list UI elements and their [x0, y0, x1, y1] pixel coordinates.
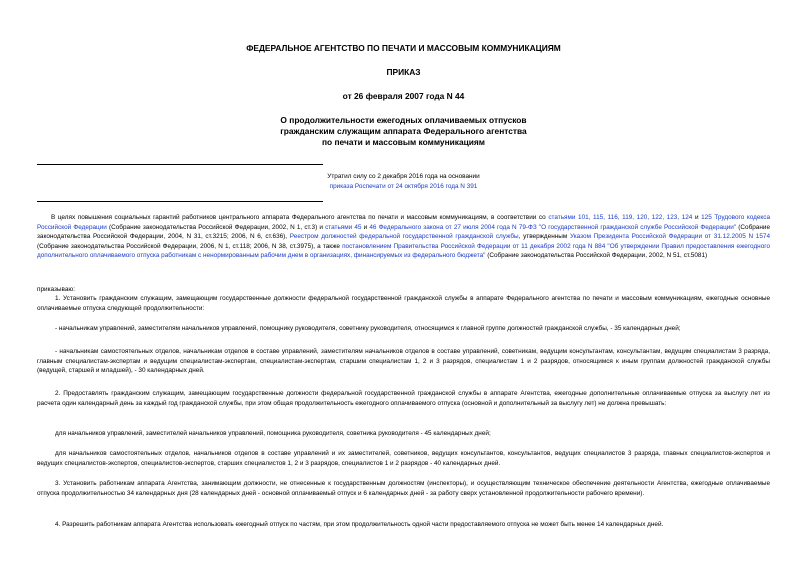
- title-line: гражданским служащим аппарата Федерального агентства: [280, 126, 527, 136]
- preamble-text: (Собрание законодательства Российской Федерации, 2004, N 31, ст.3215; 2006, N 6, ст.636),: [37, 223, 770, 241]
- order-word: приказываю:: [37, 286, 75, 293]
- preamble-text: и: [361, 223, 370, 231]
- preamble-text: В целях повышения социальных гарантий работников центрального аппарата Федерального агентства по печати и массовым коммуникациям, в соответствии со: [51, 214, 549, 221]
- preamble-text: (Собрание законодательства Российской Федерации, 2002, N 51, ст.5081): [485, 252, 708, 260]
- clause-2-item-b: для начальников самостоятельных отделов, начальников отделов в составе управлений и их заместителей, советников, ведущих консультантов, консультантов, ведущих специалистов 3 разряда, главных специалистов-экспертов и ведущих специалистов-экспертов, специалистов-экспертов, старших специалистов 1, 2 и 3 разрядов, специалистов 1 и 2 разрядов - 40 календарных дней.: [37, 450, 770, 467]
- government-resolution-link[interactable]: постановлением Правительства Российской Федерации от 11 декабря 2002 года N 884 "Об утверждении Правил предоставления ежегодного дополнительного оплачиваемого отпуска работникам с ненормированным рабочим днем в организациях, финансируемых из федерального бюджета": [37, 242, 770, 260]
- document-type: ПРИКАЗ: [386, 67, 421, 77]
- law-article-45-link[interactable]: статьями 45: [325, 223, 362, 231]
- clause-2: 2. Предоставлять гражданским служащим, замещающим государственные должности федеральной государственной гражданской службы в аппарате Агентства, ежегодные дополнительные оплачиваемые отпуска за выслугу лет из расчета один календарный день за каждый год гражданской службы, при этом общая продолжительность ежегодного оплачиваемого отпуска (основной и дополнительный за выслугу лет) не должна превышать:: [37, 390, 770, 407]
- agency-heading: ФЕДЕРАЛЬНОЕ АГЕНТСТВО ПО ПЕЧАТИ И МАССОВЫМ КОММУНИКАЦИЯМ: [246, 43, 561, 53]
- clause-2-item-a: для начальников управлений, заместителей начальников управлений, помощника руководителя, советника руководителя - 45 календарных дней;: [55, 430, 491, 437]
- presidential-decree-link[interactable]: Указом Президента Российской Федерации от 31.12.2005 N 1574: [569, 233, 771, 241]
- clause-4: 4. Разрешить работникам аппарата Агентства использовать ежегодный отпуск по частям, при этом продолжительность одной части предоставляемого отпуска не может быть менее 14 календарных дней.: [55, 521, 664, 528]
- clause-1: 1. Установить гражданским служащим, замещающим государственные должности федеральной государственной гражданской службы в аппарате Федерального агентства по печати и массовым коммуникациям, ежегодные основные оплачиваемые отпуска следующей продолжительности:: [37, 295, 770, 312]
- document-title: [0, 115, 807, 148]
- divider-top: [37, 164, 323, 165]
- status-note: [0, 172, 807, 192]
- clause-3: 3. Установить работникам аппарата Агентства, занимающим должности, не отнесенные к государственным должностям (инспекторы), и осуществляющим техническое обеспечение деятельности Агентства, ежегодные оплачиваемые отпуска продолжительностью 34 календарных дня (28 календарных дней - основной оплачиваемый отпуск и 6 календарных дней - за работу сверх установленной продолжительности рабочего времени).: [37, 480, 770, 497]
- labor-code-link[interactable]: 125 Трудового кодекса Российской Федерации: [37, 214, 771, 231]
- status-note-text: Утратил силу со 2 декабря 2016 года на основании: [327, 173, 480, 180]
- preamble-text: (Собрание законодательства Российской Федерации, 2006, N 1, ст.118; 2006, N 38, ст.3975), а также: [37, 242, 343, 250]
- repeal-order-link[interactable]: приказа Роспечати от 24 октября 2016 года N 391: [329, 183, 478, 190]
- divider-bottom: [37, 201, 323, 202]
- preamble-text: (Собрание законодательства Российской Федерации, 2002, N 1, ст.3) и: [106, 223, 326, 231]
- clause-1-item-a: - начальникам управлений, заместителям начальников управлений, помощнику руководителя, советнику руководителя, относящимся к главной группе должностей гражданской службы, - 35 календарных дней;: [55, 325, 681, 332]
- preamble-paragraph: [37, 213, 770, 261]
- preamble-text: и: [692, 214, 702, 221]
- positions-register-link[interactable]: Реестром должностей федеральной государственной гражданской службы: [289, 233, 519, 241]
- preamble-text: , утвержденным: [518, 233, 570, 241]
- labor-code-articles-link[interactable]: статьями 101, 115, 116, 119, 120, 122, 123, 124: [548, 214, 693, 221]
- document-date: от 26 февраля 2007 года N 44: [342, 91, 465, 101]
- federal-law-79-link[interactable]: 46 Федерального закона от 27 июля 2004 года N 79-ФЗ "О государственной гражданской службе Российской Федерации": [369, 223, 737, 231]
- clause-1-item-b: - начальникам самостоятельных отделов, начальникам отделов в составе управлений, заместителям начальников отделов в составе управлений, советникам, ведущим консультантам, консультантам, ведущим специалистам 3 разряда, главным специалистам-экспертам и ведущим специалистам-экспертам, специалистам-экспертам, старшим специалистам 1, 2 и 3 разрядов, специалистам 1 и 2 разрядов, относящимся к иным группам должностей гражданской службы (ведущей, старшей и младшей), - 30 календарных дней.: [37, 348, 770, 375]
- title-line: О продолжительности ежегодных оплачиваемых отпусков: [280, 115, 527, 125]
- title-line: по печати и массовым коммуникациям: [321, 137, 486, 147]
